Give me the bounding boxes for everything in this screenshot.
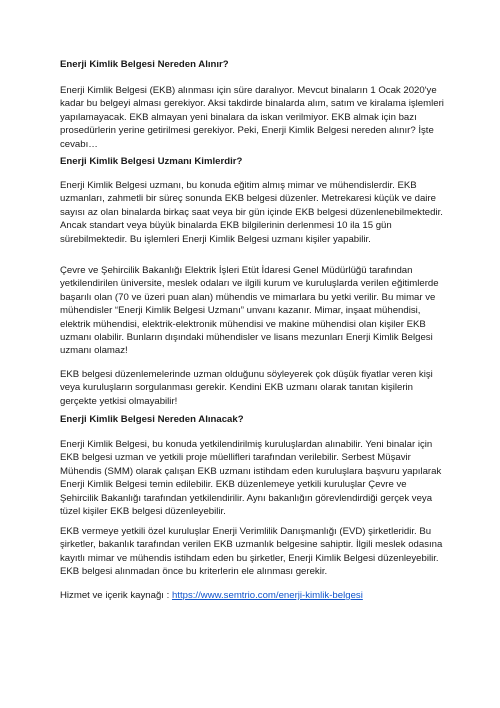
source-link[interactable]: https://www.semtrio.com/enerji-kimlik-belgesi [171,590,363,601]
paragraph: Enerji Kimlik Belgesi (EKB) alınması için süre daralıyor. Mevcut binaların 1 Ocak 2020'ye kadar bu belgeyi alması gerekiyor. Aksi takdirde binalarda alım, satım ve kiralama işlemleri yapılamayacak. EKB almayan yeni binalara da iskan verilmiyor. EKB almak için bazı prosedürlerin yerine getirilmesi gerekiyor. Peki, Enerji Kimlik Belgesi nereden alınır? İşte cevabı… [60,85,444,150]
paragraph: Enerji Kimlik Belgesi, bu konuda yetkilendirilmiş kuruluşlardan alınabilir. Yeni binalar için EKB belgesi uzman ve yetkili proje müellifleri tarafından verilebilir. Serbest Müşavir Mühendis (SMM) olarak çalışan EKB uzmanı istihdam eden kuruluşlara başvuru yapılarak Enerji Kimlik Belgesi temin edilebilir. EKB düzenlemeye yetkili kuruluşlar Çevre ve Şehircilik Bakanlığı tarafından yetkilendirilir. Aynı bakanlığın görevlendirdiği gerçek veya tüzel kişiler EKB belgesi düzenleyebilir. [60,439,442,518]
paragraph: Enerji Kimlik Belgesi uzmanı, bu konuda eğitim almış mimar ve mühendislerdir. EKB uzmanları, zahmetli bir süreç sonunda EKB belgesi düzenler. Metrekaresi küçük ve daire sayısı az olan binalarda birkaç saat veya bir gün içinde EKB belgesi düzenlenebilmektedir. Ancak standart veya büyük binalarda EKB bilgilerinin derlenmesi 10 ila 15 gün sürebilmektedir. Bu işlemleri Enerji Kimlik Belgesi uzmanı kişiler yapabilir. [60,180,443,245]
paragraph: EKB belgesi düzenlemelerinde uzman olduğunu söyleyerek çok düşük fiyatlar veren kişi veya kuruluşların sorgulanması gerekir. Kendini EKB uzmanı olarak tanıtan kişilerin gerçekte yetkisi olmayabilir! [60,369,433,407]
paragraph: Çevre ve Şehircilik Bakanlığı Elektrik İşleri Etüt İdaresi Genel Müdürlüğü tarafından yetkilendirilen üniversite, meslek odaları ve ilgili kurum ve kuruluşlarda verilen eğitimlerde başarılı olan (70 ve üzeri puan alan) mühendis ve mimarlara bu yetki verilir. Bu mimar ve mühendisler “Enerji Kimlik Belgesi Uzmanı” unvanı kazanır. Mimar, inşaat mühendisi, elektrik mühendisi, elektrik-elektronik mühendisi ve makine mühendisi olan kişiler EKB uzmanı olabilir. Bunların dışındaki mühendisler ve lisans mezunları Enerji Kimlik Belgesi uzmanı olamaz! [60,265,439,357]
section-heading: Enerji Kimlik Belgesi Nereden Alınacak? [60,414,244,425]
source-line [60,589,444,602]
section-heading: Enerji Kimlik Belgesi Nereden Alınır? [60,59,229,70]
paragraph: EKB vermeye yetkili özel kuruluşlar Enerji Verimlilik Danışmanlığı (EVD) şirketleridir. Bu şirketler, bakanlık tarafından verilen EKB uzmanlık belgesine sahiptir. İlgili meslek odasına kayıtlı mimar ve mühendis istihdam eden bu şirketler, Enerji Kimlik Belgesi düzenleyebilir. EKB belgesi alınmadan önce bu kriterlerin ele alınması gerekir. [60,526,443,578]
source-label: Hizmet ve içerik kaynağı : [60,590,172,601]
section-heading: Enerji Kimlik Belgesi Uzmanı Kimlerdir? [60,156,243,167]
